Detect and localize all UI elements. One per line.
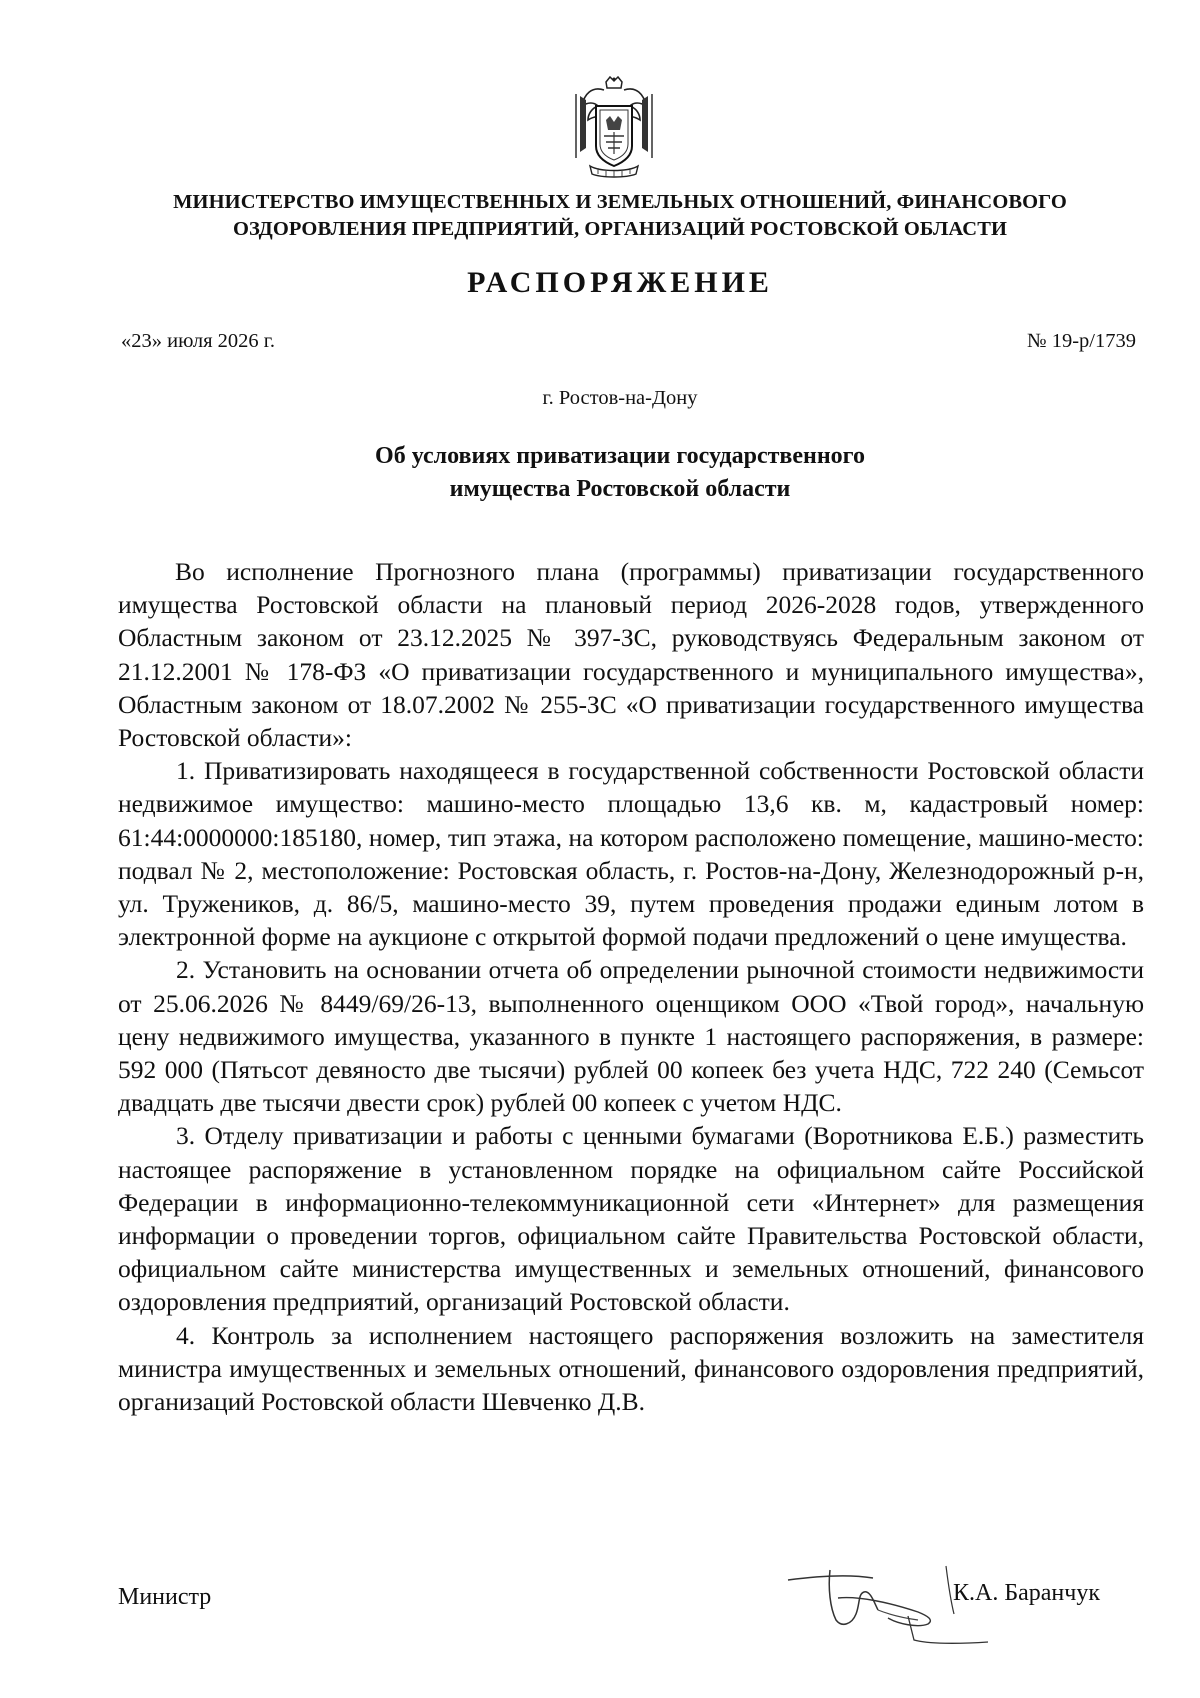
- body-preamble: Во исполнение Прогнозного плана (программы) приватизации государственного имущества Ростовской области на плановый период 2026-2028 годов, утвержденного Областным законом от 23.12.2025 № 397-ЗС, руководствуясь Федеральным законом от 21.12.2001 № 178-ФЗ «О приватизации государственного и муниципального имущества», Областным законом от 18.07.2002 № 255-ЗС «О приватизации государственного имущества Ростовской области»:: [118, 557, 1144, 753]
- coat-of-arms-icon: [574, 76, 654, 180]
- document-city: г. Ростов-на-Дону: [542, 387, 698, 409]
- body-item-4: 4. Контроль за исполнением настоящего распоряжения возложить на заместителя министра имущественных и земельных отношений, финансового оздоровления предприятий, организаций Ростовской области Шевченко Д.В.: [118, 1320, 1144, 1417]
- document-date: «23» июля 2026 г.: [121, 330, 276, 352]
- ministry-name-line1: МИНИСТЕРСТВО ИМУЩЕСТВЕННЫХ И ЗЕМЕЛЬНЫХ ОТНОШЕНИЙ, ФИНАНСОВОГО: [173, 191, 1067, 213]
- signatory-title: Министр: [118, 1584, 212, 1610]
- document-number: № 19-р/1739: [1027, 330, 1136, 352]
- signatory-name: К.А. Баранчук: [953, 1580, 1100, 1606]
- document-subject-line2: имущества Ростовской области: [449, 476, 791, 502]
- body-item-3: 3. Отделу приватизации и работы с ценными бумагами (Воротникова Е.Б.) разместить настоящее распоряжение в установленном порядке на официальном сайте Российской Федерации в информационно-телекоммуникационной сети «Интернет» для размещения информации о проведении торгов, официальном сайте Правительства Ростовской области, официальном сайте министерства имущественных и земельных отношений, финансового оздоровления предприятий, организаций Ростовской области.: [118, 1121, 1144, 1317]
- ministry-name-line2: ОЗДОРОВЛЕНИЯ ПРЕДПРИЯТИЙ, ОРГАНИЗАЦИЙ РОСТОВСКОЙ ОБЛАСТИ: [232, 218, 1008, 240]
- body-item-2: 2. Установить на основании отчета об определении рыночной стоимости недвижимости от 25.06.2026 № 8449/69/26-13, выполненного оценщиком ООО «Твой город», начальную цену недвижимого имущества, указанного в пункте 1 настоящего распоряжения, в размере: 592 000 (Пятьсот девяносто две тысячи) рублей 00 копеек без учета НДС, 722 240 (Семьсот двадцать две тысячи двести срок) рублей 00 копеек с учетом НДС.: [118, 955, 1144, 1118]
- body-item-1: 1. Приватизировать находящееся в государственной собственности Ростовской области недвижимое имущество: машино-место площадью 13,6 кв. м, кадастровый номер: 61:44:0000000:185180, номер, тип этажа, на котором расположено помещение, машино-место: подвал № 2, местоположение: Ростовская область, г. Ростов-на-Дону, Железнодорожный р-н, ул. Тружеников, д. 86/5, машино-место 39, путем проведения продажи единым лотом в электронной форме на аукционе с открытой формой подачи предложений о цене имущества.: [118, 756, 1144, 952]
- document-body: [118, 555, 1144, 1418]
- document-type: РАСПОРЯЖЕНИЕ: [467, 266, 773, 299]
- document-subject-line1: Об условиях приватизации государственного: [375, 443, 865, 469]
